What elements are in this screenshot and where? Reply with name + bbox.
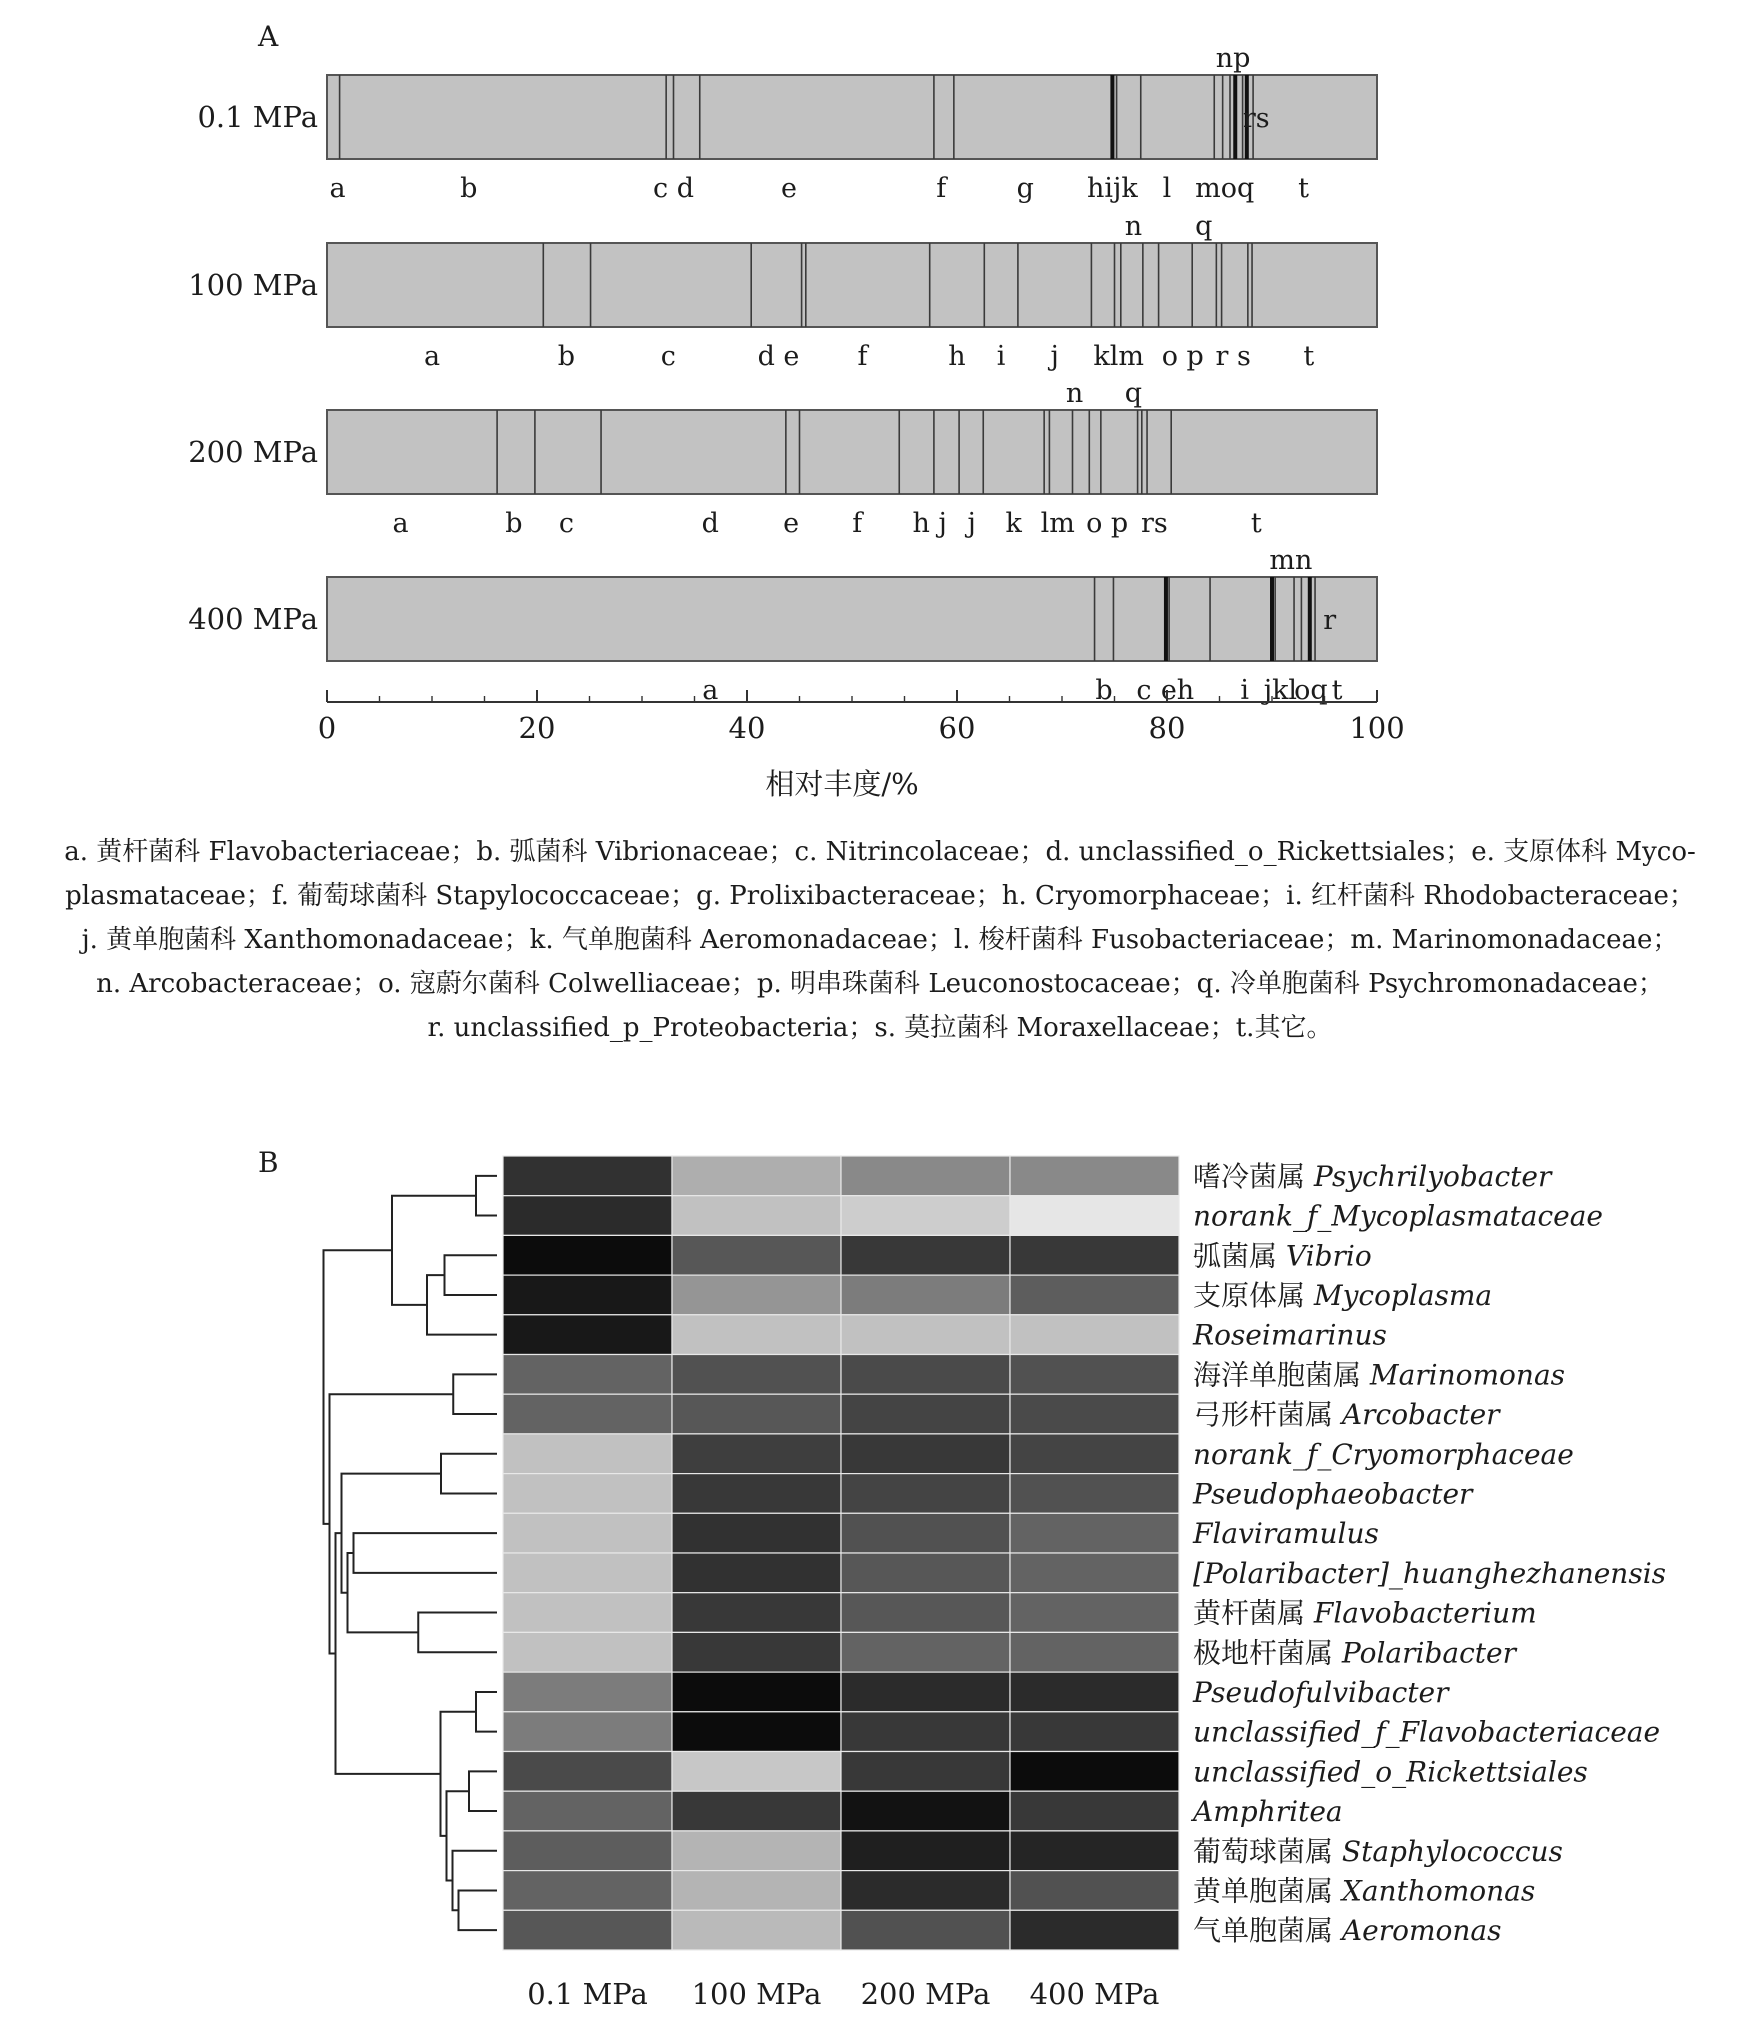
segment-label: f (936, 173, 947, 204)
segment-label: d (701, 508, 719, 539)
dendrogram-branch (445, 1255, 498, 1295)
bar (327, 410, 1377, 494)
x-tick-label: 20 (518, 711, 556, 745)
heatmap-cell (1010, 1791, 1179, 1831)
heatmap-cell (1010, 1632, 1179, 1672)
heatmap-cell (503, 1791, 672, 1831)
heatmap-cell (1010, 1871, 1179, 1911)
segment-label: t (1298, 173, 1309, 204)
heatmap-cell (1010, 1712, 1179, 1752)
segment-label: g (1016, 173, 1034, 204)
row-label: 黄单胞菌属 Xanthomonas (1193, 1874, 1536, 1908)
heatmap-cell (1010, 1434, 1179, 1474)
stacked-bar-chart (188, 43, 1404, 745)
heatmap-cell (503, 1553, 672, 1593)
heatmap-cell (672, 1871, 841, 1911)
heatmap-cell (1010, 1394, 1179, 1434)
segment-label: o p (1086, 508, 1129, 539)
segment-label: r s (1215, 341, 1251, 372)
heatmap-cell (672, 1315, 841, 1355)
row-label: 弓形杆菌属 Arcobacter (1193, 1398, 1500, 1432)
heatmap-cell (841, 1672, 1010, 1712)
heatmap-cell (672, 1196, 841, 1236)
heatmap-cell (1010, 1315, 1179, 1355)
segment-label: c d (653, 173, 694, 204)
category-label: 200 MPa (188, 435, 318, 469)
heatmap-cell (503, 1910, 672, 1950)
dendrogram-branch (354, 1533, 498, 1573)
segment-label: j (1050, 341, 1059, 372)
segment-label: d e (757, 341, 800, 372)
family-legend (60, 830, 1700, 1050)
row-label: 气单胞菌属 Aeromonas (1193, 1914, 1502, 1948)
heatmap-cell (503, 1871, 672, 1911)
heatmap-cell (672, 1474, 841, 1514)
heatmap-cell (1010, 1513, 1179, 1553)
segment-label: np (1215, 43, 1251, 74)
category-label: 100 MPa (188, 268, 318, 302)
heatmap-cell (841, 1910, 1010, 1950)
row-label: Amphritea (1193, 1795, 1343, 1829)
panel-b-label: B (258, 1146, 279, 1179)
heatmap-cell (841, 1871, 1010, 1911)
dendrogram-branch (324, 1250, 393, 1524)
heatmap-cell (841, 1235, 1010, 1275)
segment-label: oq (1294, 675, 1328, 706)
segment-label: b (460, 173, 478, 204)
legend-line: a. 黄杆菌科 Flavobacteriaceae；b. 弧菌科 Vibrionaceae；c. Nitrincolaceae；d. unclassified_o_Rickettsiales；e. 支原体科 Myco- (64, 837, 1696, 867)
segment-label: b (505, 508, 523, 539)
heatmap-cell (1010, 1235, 1179, 1275)
row-label: norank_f_Mycoplasmataceae (1193, 1199, 1604, 1233)
heatmap-cell (841, 1632, 1010, 1672)
heatmap-cell (841, 1156, 1010, 1196)
heatmap-cell (841, 1355, 1010, 1395)
heatmap-cell (841, 1275, 1010, 1315)
heatmap-cell (841, 1196, 1010, 1236)
heatmap-cell (503, 1235, 672, 1275)
segment-label: f (857, 341, 868, 372)
legend-line: plasmataceae；f. 葡萄球菌科 Stapylococcaceae；g. Prolixibacteraceae；h. Cryomorphaceae；i. 红杆菌科 Rhodobacteraceae； (65, 881, 1695, 911)
heatmap-cell (503, 1593, 672, 1633)
bar (327, 577, 1377, 661)
x-tick-label: 40 (728, 711, 766, 745)
segment-label: c (558, 508, 574, 539)
heatmap-cell (841, 1315, 1010, 1355)
heatmap-cell (841, 1712, 1010, 1752)
heatmap-cell (503, 1355, 672, 1395)
heatmap-cell (1010, 1156, 1179, 1196)
heatmap-cell (1010, 1553, 1179, 1593)
segment-label: a (392, 508, 409, 539)
heatmap-cell (672, 1910, 841, 1950)
row-label: Pseudofulvibacter (1193, 1675, 1449, 1709)
row-label: norank_f_Cryomorphaceae (1193, 1437, 1574, 1471)
heatmap-cell (672, 1553, 841, 1593)
segment-label: a (702, 675, 719, 706)
row-label: unclassified_f_Flavobacteriaceae (1193, 1715, 1661, 1749)
heatmap-cell (672, 1156, 841, 1196)
heatmap-cell (1010, 1593, 1179, 1633)
heatmap-cell (503, 1513, 672, 1553)
dendrogram-branch (476, 1692, 497, 1732)
segment-label: l (1162, 173, 1172, 204)
segment-label: hijk (1087, 173, 1138, 204)
column-label: 200 MPa (860, 1977, 991, 2011)
row-label: Pseudophaeobacter (1193, 1477, 1473, 1511)
heatmap-cell (503, 1275, 672, 1315)
legend-line: j. 黄单胞菌科 Xanthomonadaceae；k. 气单胞菌科 Aeromonadaceae；l. 梭杆菌科 Fusobacteriaceae；m. Marinomonadaceae； (81, 925, 1679, 955)
row-label: 嗜冷菌属 Psychrilyobacter (1193, 1159, 1552, 1193)
heatmap-cell (841, 1791, 1010, 1831)
segment-label: n (1065, 378, 1084, 409)
segment-label: rs (1141, 508, 1168, 539)
segment-label: f (852, 508, 863, 539)
segment-label: t (1331, 675, 1343, 706)
column-label: 0.1 MPa (527, 1977, 648, 2011)
heatmap-cell (672, 1275, 841, 1315)
heatmap-cell (841, 1474, 1010, 1514)
heatmap-cell (503, 1752, 672, 1792)
heatmap-cell (1010, 1752, 1179, 1792)
heatmap-cell (503, 1156, 672, 1196)
dendrogram-branch (459, 1890, 498, 1930)
segment-label: k (1005, 508, 1022, 539)
heatmap-cell (672, 1394, 841, 1434)
segment-label: lm (1040, 508, 1075, 539)
legend-line: n. Arcobacteraceae；o. 寇蔚尔菌科 Colwelliaceae；p. 明串珠菌科 Leuconostocaceae；q. 冷单胞菌科 Psychromonadaceae； (96, 969, 1664, 999)
bar (327, 243, 1377, 327)
heatmap-cell (1010, 1672, 1179, 1712)
segment-label: t (1250, 508, 1262, 539)
column-label: 400 MPa (1029, 1977, 1160, 2011)
heatmap-cell (672, 1235, 841, 1275)
segment-label: mn (1269, 545, 1313, 576)
heatmap-cell (503, 1474, 672, 1514)
dendrogram-branch (469, 1771, 497, 1811)
segment-label: h (948, 341, 966, 372)
heatmap-cell (1010, 1355, 1179, 1395)
segment-label: c (660, 341, 676, 372)
dendrogram-branch (427, 1275, 497, 1335)
segment-label: q (1195, 211, 1213, 242)
heatmap-cell (841, 1752, 1010, 1792)
heatmap-cell (503, 1196, 672, 1236)
heatmap-cell (841, 1394, 1010, 1434)
dendrogram-branch (418, 1613, 497, 1653)
row-label: unclassified_o_Rickettsiales (1193, 1755, 1588, 1789)
segment-label: t (1303, 341, 1315, 372)
heatmap-cell (672, 1831, 841, 1871)
heatmap-cell (1010, 1474, 1179, 1514)
dendrogram-branch (441, 1454, 497, 1494)
heatmap-cell (672, 1752, 841, 1792)
heatmap-cell (503, 1394, 672, 1434)
row-label: 葡萄球菌属 Staphylococcus (1193, 1834, 1563, 1868)
segment-label: c (1136, 675, 1152, 706)
heatmap-cell (672, 1434, 841, 1474)
heatmap-cell (672, 1513, 841, 1553)
segment-label: e (783, 508, 800, 539)
row-label: [Polaribacter]_huanghezhanensis (1193, 1556, 1667, 1590)
row-label: 黄杆菌属 Flavobacterium (1193, 1596, 1537, 1630)
heatmap-cell (672, 1672, 841, 1712)
panel-a-label: A (258, 20, 279, 53)
dendrogram-branch (453, 1374, 497, 1414)
segment-label: j (967, 508, 976, 539)
segment-label: jkl (1263, 675, 1298, 706)
dendrogram-branch (447, 1791, 470, 1880)
heatmap-cell (672, 1593, 841, 1633)
segment-label: q (1124, 378, 1143, 409)
segment-label: i (1240, 675, 1250, 706)
row-label: Flaviramulus (1193, 1517, 1379, 1551)
heatmap-cell (503, 1434, 672, 1474)
heatmap-cell (503, 1712, 672, 1752)
heatmap-cell (841, 1553, 1010, 1593)
heatmap-cell (503, 1831, 672, 1871)
row-label: 海洋单胞菌属 Marinomonas (1193, 1358, 1566, 1392)
heatmap-cell (841, 1434, 1010, 1474)
row-label: 支原体属 Mycoplasma (1193, 1278, 1493, 1312)
x-tick-label: 80 (1148, 711, 1186, 745)
heatmap-cell (672, 1791, 841, 1831)
dendrogram-branch (348, 1553, 419, 1632)
heatmap-cell (503, 1315, 672, 1355)
segment-label: rs (1242, 103, 1270, 134)
segment-label: b (557, 341, 576, 372)
row-label: 极地杆菌属 Polaribacter (1193, 1636, 1516, 1670)
heatmap-cell (1010, 1275, 1179, 1315)
heatmap-cell (1010, 1910, 1179, 1950)
segment-label: a (329, 173, 346, 204)
segment-label: klm (1093, 341, 1145, 372)
category-label: 0.1 MPa (197, 100, 318, 134)
heatmap-cell (841, 1513, 1010, 1553)
x-tick-label: 100 (1349, 711, 1405, 745)
segment-label: b (1095, 675, 1113, 706)
x-axis-title: 相对丰度/% (765, 767, 919, 801)
segment-label: h j (912, 508, 947, 539)
heatmap-cell (841, 1593, 1010, 1633)
heatmap-cell (503, 1632, 672, 1672)
heatmap-cell (841, 1831, 1010, 1871)
row-label: 弧菌属 Vibrio (1193, 1239, 1372, 1273)
dendrogram-branch (476, 1176, 497, 1216)
segment-label: a (423, 341, 441, 372)
segment-label: n (1124, 211, 1143, 242)
dendrogram-branch (336, 1533, 441, 1774)
column-label: 100 MPa (691, 1977, 822, 2011)
heatmap-cell (672, 1712, 841, 1752)
x-tick-label: 60 (938, 711, 976, 745)
segment-label: r (1323, 605, 1337, 636)
heatmap-cell (503, 1672, 672, 1712)
segment-label: o p (1161, 341, 1204, 372)
category-label: 400 MPa (188, 602, 318, 636)
segment-label: e (781, 173, 797, 204)
legend-line: r. unclassified_p_Proteobacteria；s. 莫拉菌科 Moraxellaceae；t.其它。 (427, 1013, 1333, 1043)
heatmap-chart (324, 1156, 1667, 2011)
bar (327, 75, 1377, 159)
row-label: Roseimarinus (1193, 1318, 1387, 1352)
heatmap-cell (672, 1355, 841, 1395)
heatmap-cell (1010, 1831, 1179, 1871)
segment-label: i (996, 341, 1006, 372)
segment-label: eh (1160, 675, 1195, 706)
x-tick-label: 0 (317, 711, 337, 745)
heatmap-cell (1010, 1196, 1179, 1236)
segment-label: moq (1195, 173, 1255, 204)
heatmap-cell (672, 1632, 841, 1672)
dendrogram-branch (392, 1196, 476, 1305)
